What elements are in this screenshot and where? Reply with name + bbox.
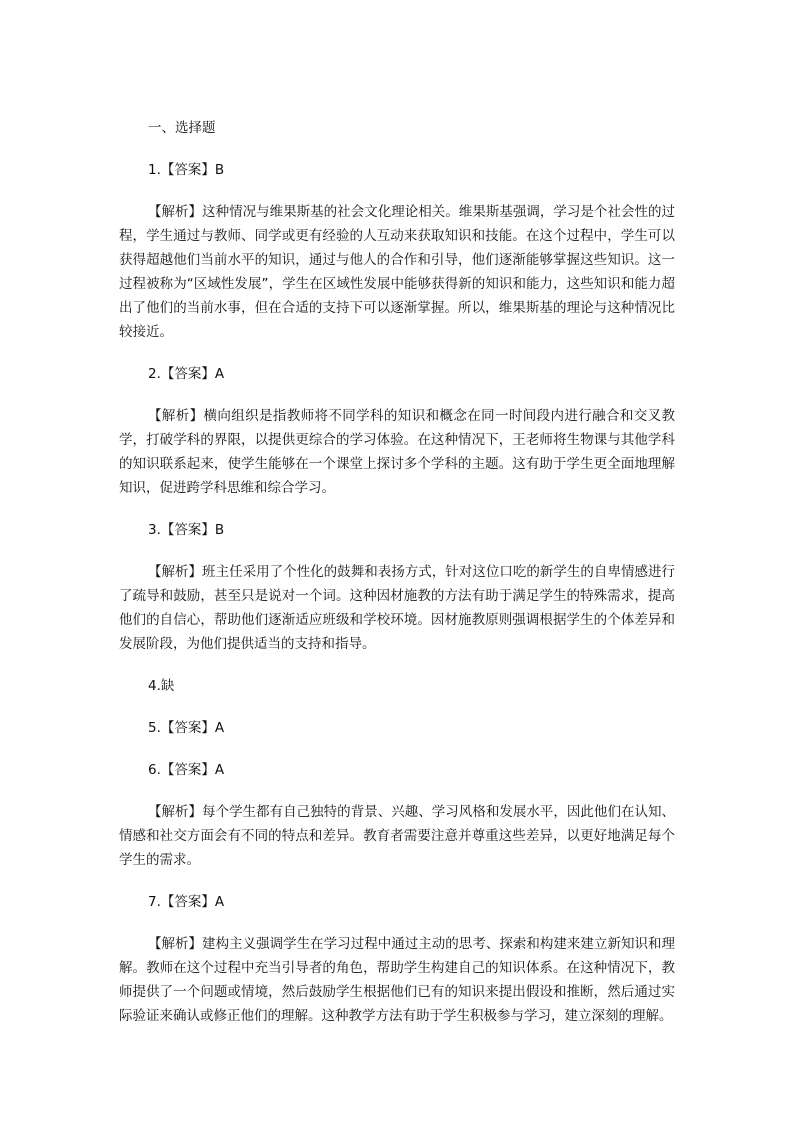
answer-4: 4.缺 [148,678,175,694]
analysis-3: 【解析】班主任采用了个性化的鼓舞和表扬方式，针对这位口吃的新学生的自卑情感进行了疏导和鼓励，甚至只是说对一个词。这种因材施教的方法有助于满足学生的特殊需求，提高他们的自信心，帮助他们逐渐适应班级和学校环境。因材施教原则强调根据学生的个体差异和发展阶段，为他们提供适当的支持和指导。 [119,564,675,652]
analysis-2: 【解析】横向组织是指教师将不同学科的知识和概念在同一时间段内进行融合和交叉教学，打破学科的界限，以提供更综合的学习体验。在这种情况下，王老师将生物课与其他学科的知识联系起来，使学生能够在一个课堂上探讨多个学科的主题。这有助于学生更全面地理解知识，促进跨学科思维和综合学习。 [119,408,675,496]
answer-7: 7.【答案】A [148,894,225,910]
answer-2: 2.【答案】A [148,366,225,382]
answer-6: 6.【答案】A [148,762,225,778]
analysis-7: 【解析】建构主义强调学生在学习过程中通过主动的思考、探索和构建来建立新知识和理解。教师在这个过程中充当引导者的角色，帮助学生构建自己的知识体系。在这种情况下，教师提供了一个问题或情境，然后鼓励学生根据他们已有的知识来提出假设和推断，然后通过实际验证来确认或修正他们的理解。这种教学方法有助于学生积极参与学习，建立深刻的理解。 [119,936,675,1024]
answer-5: 5.【答案】A [148,720,225,736]
answer-1: 1.【答案】B [148,162,225,178]
analysis-6: 【解析】每个学生都有自己独特的背景、兴趣、学习风格和发展水平，因此他们在认知、情感和社交方面会有不同的特点和差异。教育者需要注意并尊重这些差异，以更好地满足每个学生的需求。 [119,804,675,868]
analysis-1: 【解析】这种情况与维果斯基的社会文化理论相关。维果斯基强调，学习是个社会性的过程，学生通过与教师、同学或更有经验的人互动来获取知识和技能。在这个过程中，学生可以获得超越他们当前水平的知识，通过与他人的合作和引导，他们逐渐能够掌握这些知识。这一过程被称为“区域性发展”，学生在区域性发展中能够获得新的知识和能力，这些知识和能力超出了他们的当前水事，但在合适的支持下可以逐渐掌握。所以，维果斯基的理论与这种情况比较接近。 [119,204,675,340]
document-content [119,116,675,1046]
section-title: 一、选择题 [148,120,216,136]
answer-3: 3.【答案】B [148,522,225,538]
